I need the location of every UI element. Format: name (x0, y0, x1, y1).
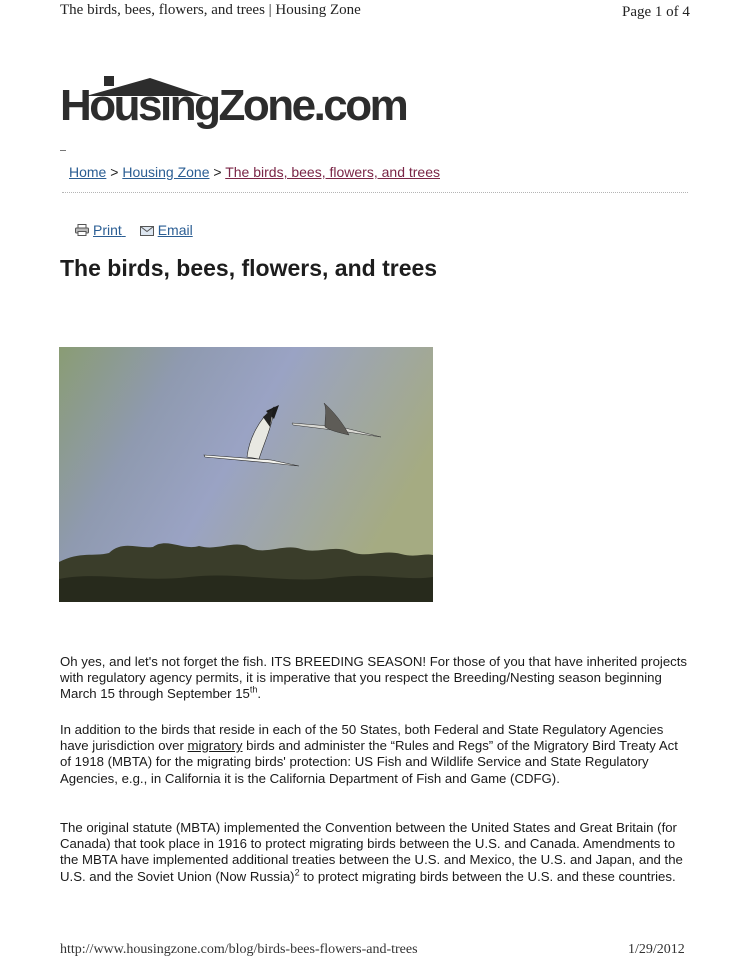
breadcrumb-home-link[interactable]: Home (69, 164, 107, 180)
email-link[interactable] (140, 222, 193, 238)
footer-date: 1/29/2012 (628, 942, 685, 957)
paragraph-3-text-b: to protect migrating birds between the U.S. and these countries. (299, 868, 676, 884)
superscript-th: th (249, 685, 258, 696)
divider (60, 150, 66, 151)
cranes-flying-photo (59, 347, 433, 602)
breadcrumb-housing-zone-link[interactable]: Housing Zone (122, 164, 210, 180)
article-paragraph-3 (60, 820, 690, 885)
page-number: Page 1 of 4 (622, 4, 690, 20)
breadcrumb-separator: > (110, 164, 119, 180)
migratory-link[interactable]: migratory (187, 738, 243, 754)
paragraph-1-text: Oh yes, and let's not forget the fish. ITS BREEDING SEASON! For those of you that have inherited projects with regulatory agency permits, it is imperative that you respect the Breeding/Nesting season beginning March 15 through September 15 (60, 654, 688, 702)
logo-text: HousingZone.com (60, 81, 407, 130)
envelope-icon (140, 226, 154, 236)
breadcrumb-current-link[interactable]: The birds, bees, flowers, and trees (225, 164, 440, 180)
breadcrumb-divider (62, 192, 688, 193)
article-paragraph-2 (60, 722, 690, 787)
article-title: The birds, bees, flowers, and trees (60, 255, 438, 281)
paragraph-1-end: . (257, 686, 262, 702)
printer-icon (75, 224, 89, 236)
paragraph-3-text-a: The original statute (MBTA) implemented the Convention between the United States and Great Britain (for Canada) that took place in 1916 to protect migrating birds between the U.S. and Canada. Amendments to the MBTA have implemented additional treaties between the U.S. and Mexico, the U.S. and Japan, and the U.S. and the Soviet Union (Now Russia) (60, 820, 683, 884)
article-paragraph-1 (60, 654, 690, 703)
email-label: Email (157, 222, 193, 238)
print-link[interactable] (75, 222, 126, 238)
breadcrumb-separator: > (213, 164, 222, 180)
footnote-marker-2: 2 (294, 867, 300, 878)
paragraph-2-text-a: In addition to the birds that reside in each of the 50 States, both Federal and State Regulatory Agencies have jurisdiction over (60, 722, 664, 754)
paragraph-2-text-b: birds and administer the “Rules and Regs” of the Migratory Bird Treaty Act of 1918 (MBTA) for the migrating birds' protection: US Fish and Wildlife Service and State Regulatory Agencies, e.g., in California it is the California Department of Fish and Game (CDFG). (60, 738, 678, 786)
breadcrumb (69, 164, 440, 180)
article-actions (75, 222, 207, 238)
print-header-title: The birds, bees, flowers, and trees | Housing Zone (60, 2, 361, 18)
print-label: Print (93, 222, 122, 238)
footer-url: http://www.housingzone.com/blog/birds-bees-flowers-and-trees (60, 942, 418, 957)
housingzone-logo[interactable] (58, 74, 407, 144)
